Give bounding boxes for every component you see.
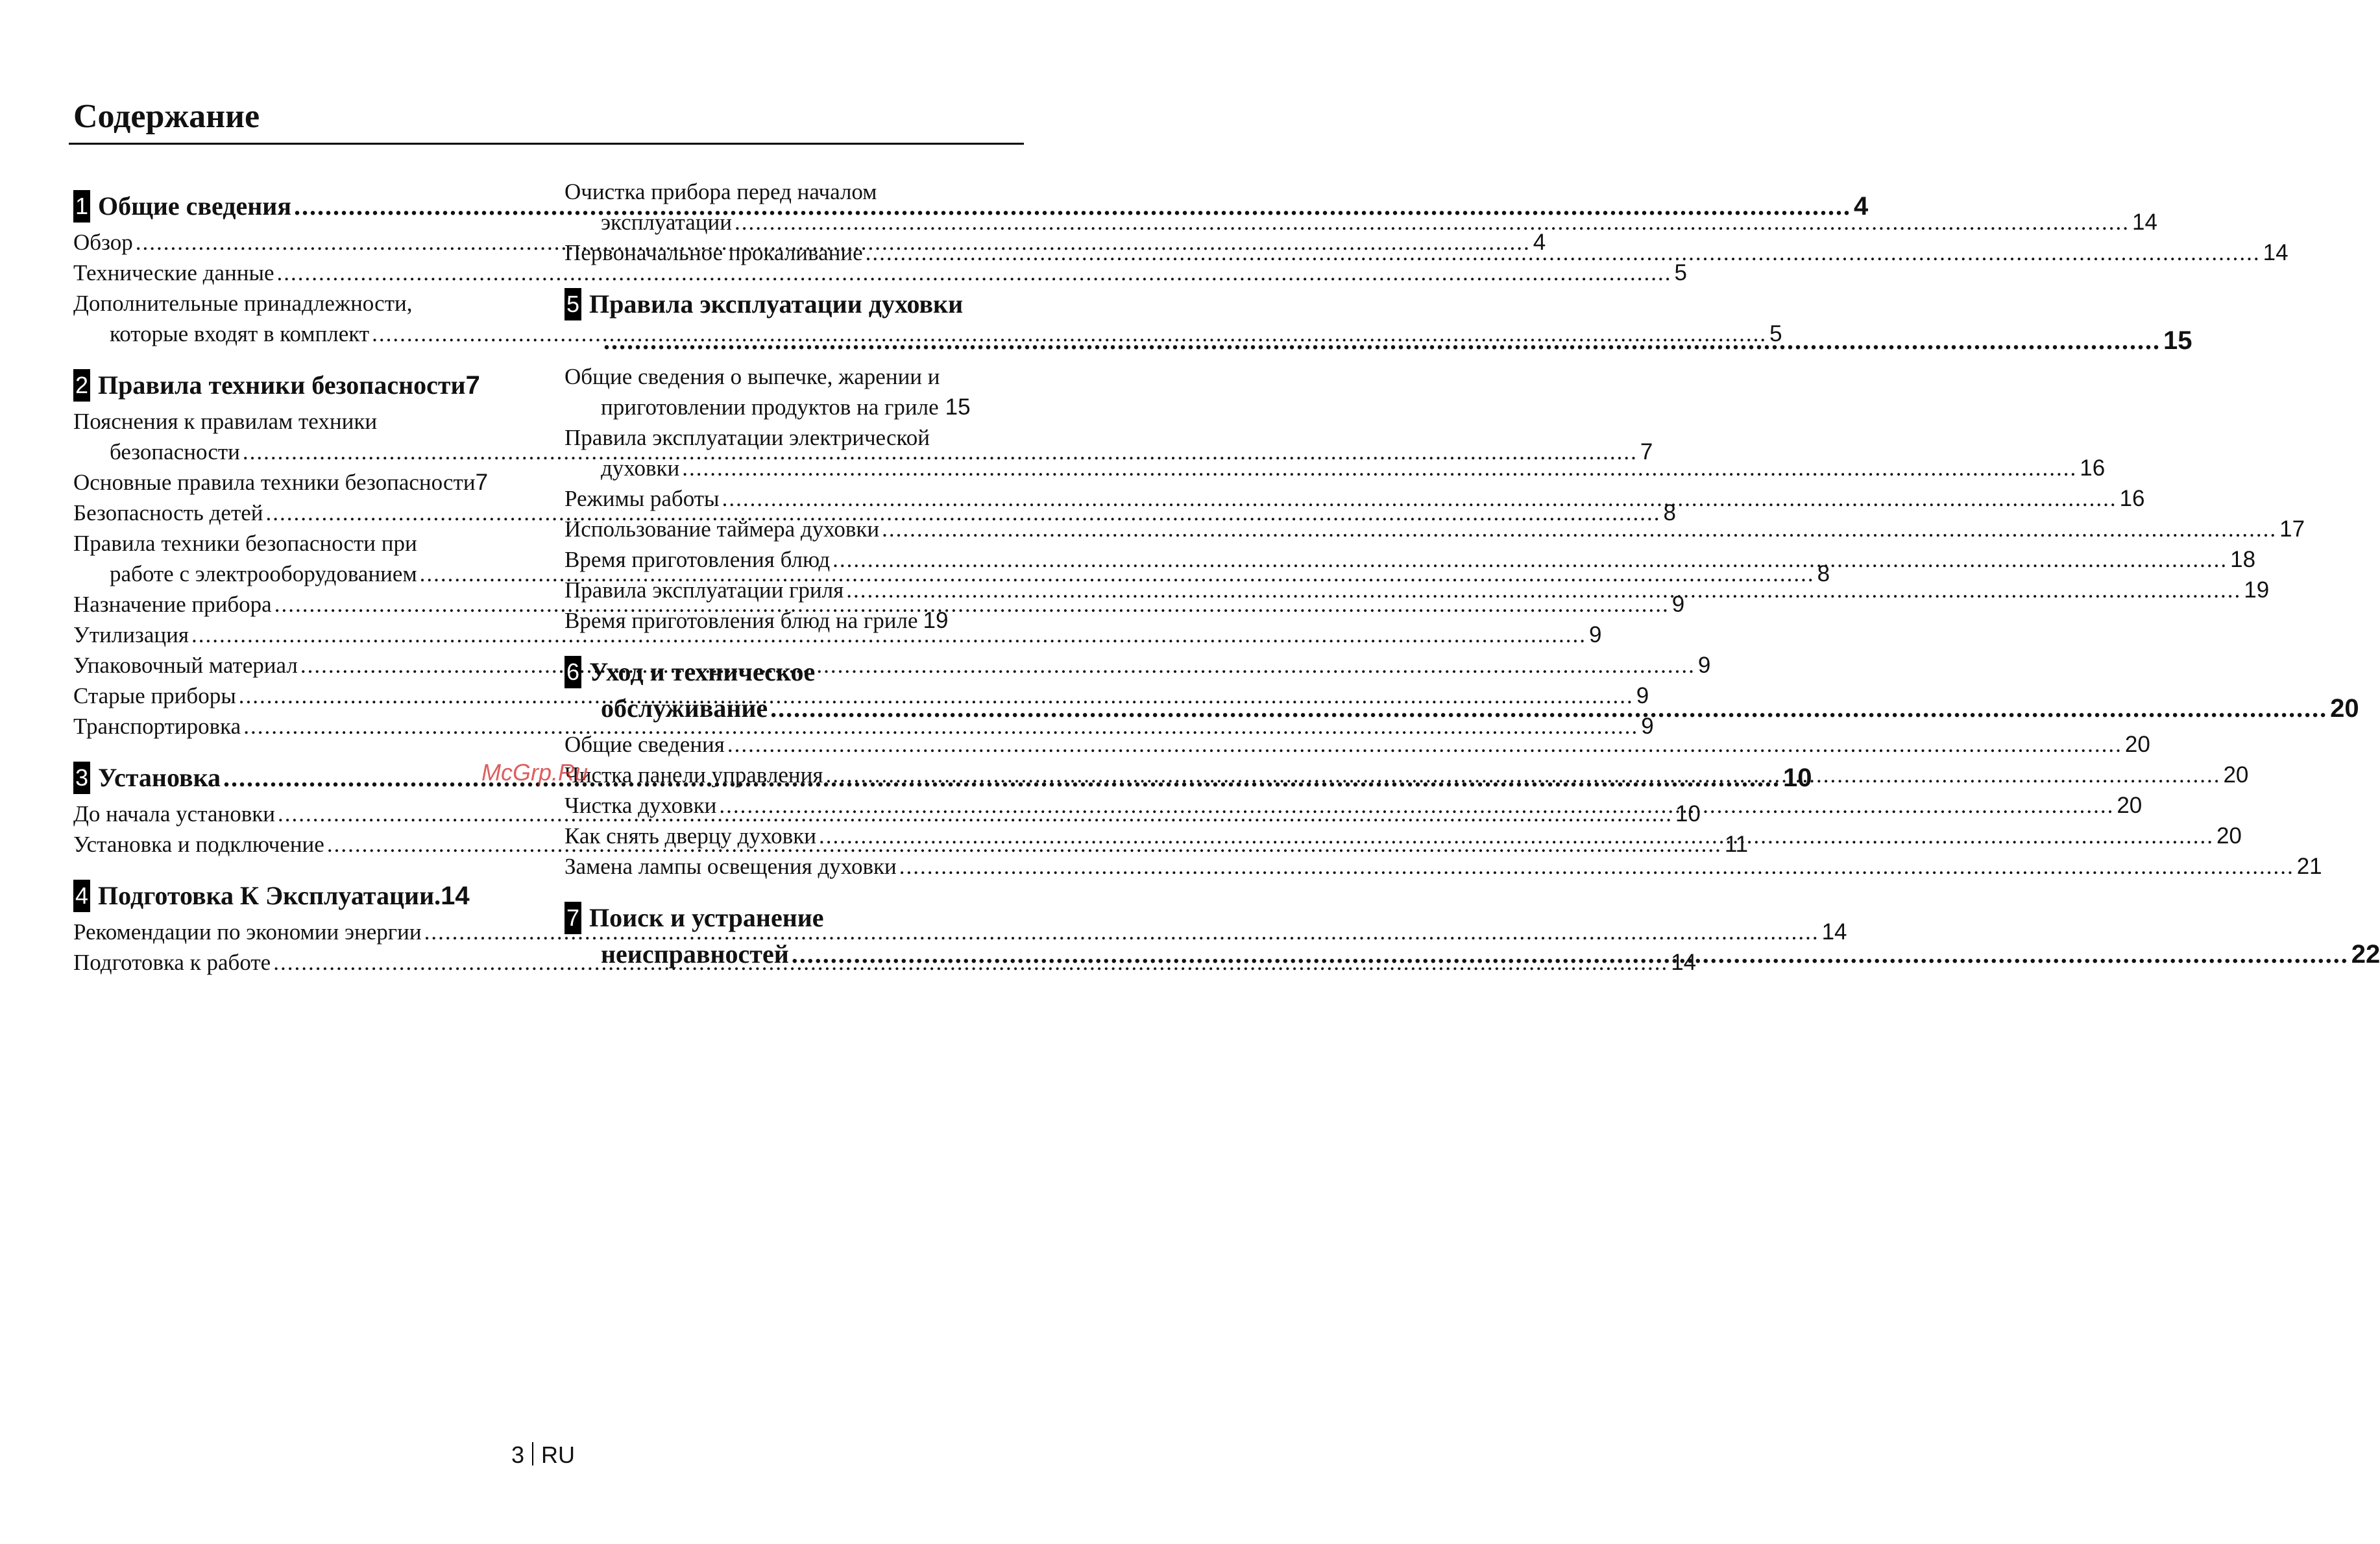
section-title: Установка — [98, 763, 221, 792]
section-page: 22 — [2351, 940, 2380, 969]
section-title: Правила эксплуатации духовки — [589, 289, 964, 319]
toc-entry[interactable]: Правила эксплуатации электрической духовки ..... 16 — [565, 422, 1008, 483]
section-title: Правила техники безопасности — [98, 370, 466, 400]
footer-separator — [532, 1442, 533, 1466]
language-code: RU — [541, 1441, 576, 1468]
section-title-line1: Уход и техническое — [589, 657, 816, 686]
toc-entry[interactable]: Время приготовления блюд ..... 18 — [565, 544, 1008, 575]
toc-entry[interactable]: Безопасность детей ..... 8 — [73, 498, 516, 528]
toc-entry[interactable]: Обзор ..... 4 — [73, 227, 516, 258]
toc-entry[interactable]: Правила техники безопасности при работе с электрооборудованием ..... 8 — [73, 528, 516, 589]
toc-entry[interactable]: Установка и подключение ..... 11 — [73, 829, 516, 860]
toc-heading-2[interactable] — [73, 367, 516, 404]
title-divider — [69, 143, 1024, 145]
section-page: 4 — [1854, 192, 1869, 221]
section-page: 7 — [465, 371, 480, 400]
toc-entry[interactable]: Основные правила техники безопасности 7 — [73, 470, 489, 495]
toc-entry[interactable]: Упаковочный материал ..... 9 — [73, 650, 516, 681]
page-number: 3 — [511, 1441, 525, 1468]
toc-entry[interactable]: Пояснения к правилам техники безопасности ..... 7 — [73, 406, 516, 467]
section-title-line2: неисправностей — [601, 939, 789, 969]
toc-entry[interactable]: До начала установки ..... 10 — [73, 799, 516, 829]
toc-entry[interactable]: Технические данные ..... 5 — [73, 258, 516, 288]
section-title-line2: обслуживание — [601, 694, 768, 723]
section-title: Подготовка К Эксплуатации. — [98, 881, 441, 910]
toc-entry[interactable]: Использование таймера духовки ..... 17 — [565, 514, 1008, 544]
toc-entry[interactable]: Старые приборы ..... 9 — [73, 681, 516, 711]
page-title: Содержание — [73, 98, 260, 135]
section-page: 20 — [2330, 694, 2359, 723]
section-number-badge: 2 — [73, 369, 90, 402]
toc-entry[interactable]: Чистка духовки ..... 20 — [565, 790, 1008, 821]
section-title-line1: Поиск и устранение — [589, 903, 824, 932]
toc-heading-4[interactable] — [73, 878, 516, 914]
toc-entry[interactable]: Рекомендации по экономии энергии ..... 14 — [73, 917, 516, 947]
toc-entry[interactable]: Назначение прибора ..... 9 — [73, 589, 516, 620]
page-footer — [0, 1441, 1086, 1469]
section-number-badge: 3 — [73, 762, 90, 794]
section-number-badge: 1 — [73, 190, 90, 223]
toc-entry[interactable]: Первоначальное прокаливание ..... 14 — [565, 237, 1008, 268]
toc-entry[interactable]: Общие сведения о выпечке, жарении и приготовлении продуктов на гриле 15 — [565, 364, 971, 420]
section-number-badge: 4 — [73, 880, 90, 912]
section-number-badge: 7 — [565, 902, 581, 934]
toc-entry[interactable]: Утилизация ..... 9 — [73, 620, 516, 650]
section-number-badge: 5 — [565, 288, 581, 320]
watermark: McGrp.Ru — [481, 759, 589, 786]
toc-entry[interactable]: Замена лампы освещения духовки ..... 21 — [565, 851, 1008, 882]
toc-entry[interactable]: Транспортировка ..... 9 — [73, 711, 516, 742]
toc-entry[interactable]: Дополнительные принадлежности, которые входят в комплект ..... 5 — [73, 288, 516, 349]
toc-entry[interactable]: Время приготовления блюд на гриле 19 — [565, 608, 949, 633]
section-page: 14 — [441, 882, 470, 910]
toc-entry[interactable]: Чистка панели управления ..... 20 — [565, 760, 1008, 790]
section-number-badge: 6 — [565, 656, 581, 688]
section-page: 10 — [1783, 764, 1812, 792]
toc-entry[interactable]: Общие сведения ..... 20 — [565, 729, 1008, 760]
toc-entry[interactable]: Подготовка к работе ..... 14 — [73, 947, 516, 978]
section-page: 15 — [2163, 326, 2192, 355]
toc-entry[interactable]: Как снять дверцу духовки ..... 20 — [565, 821, 1008, 851]
toc-entry[interactable]: Очистка прибора перед началом эксплуатации ..... 14 — [565, 176, 1008, 237]
toc-entry[interactable]: Правила эксплуатации гриля ..... 19 — [565, 575, 1008, 605]
section-title: Общие сведения — [98, 191, 291, 221]
toc-entry[interactable]: Режимы работы ..... 16 — [565, 483, 1008, 514]
